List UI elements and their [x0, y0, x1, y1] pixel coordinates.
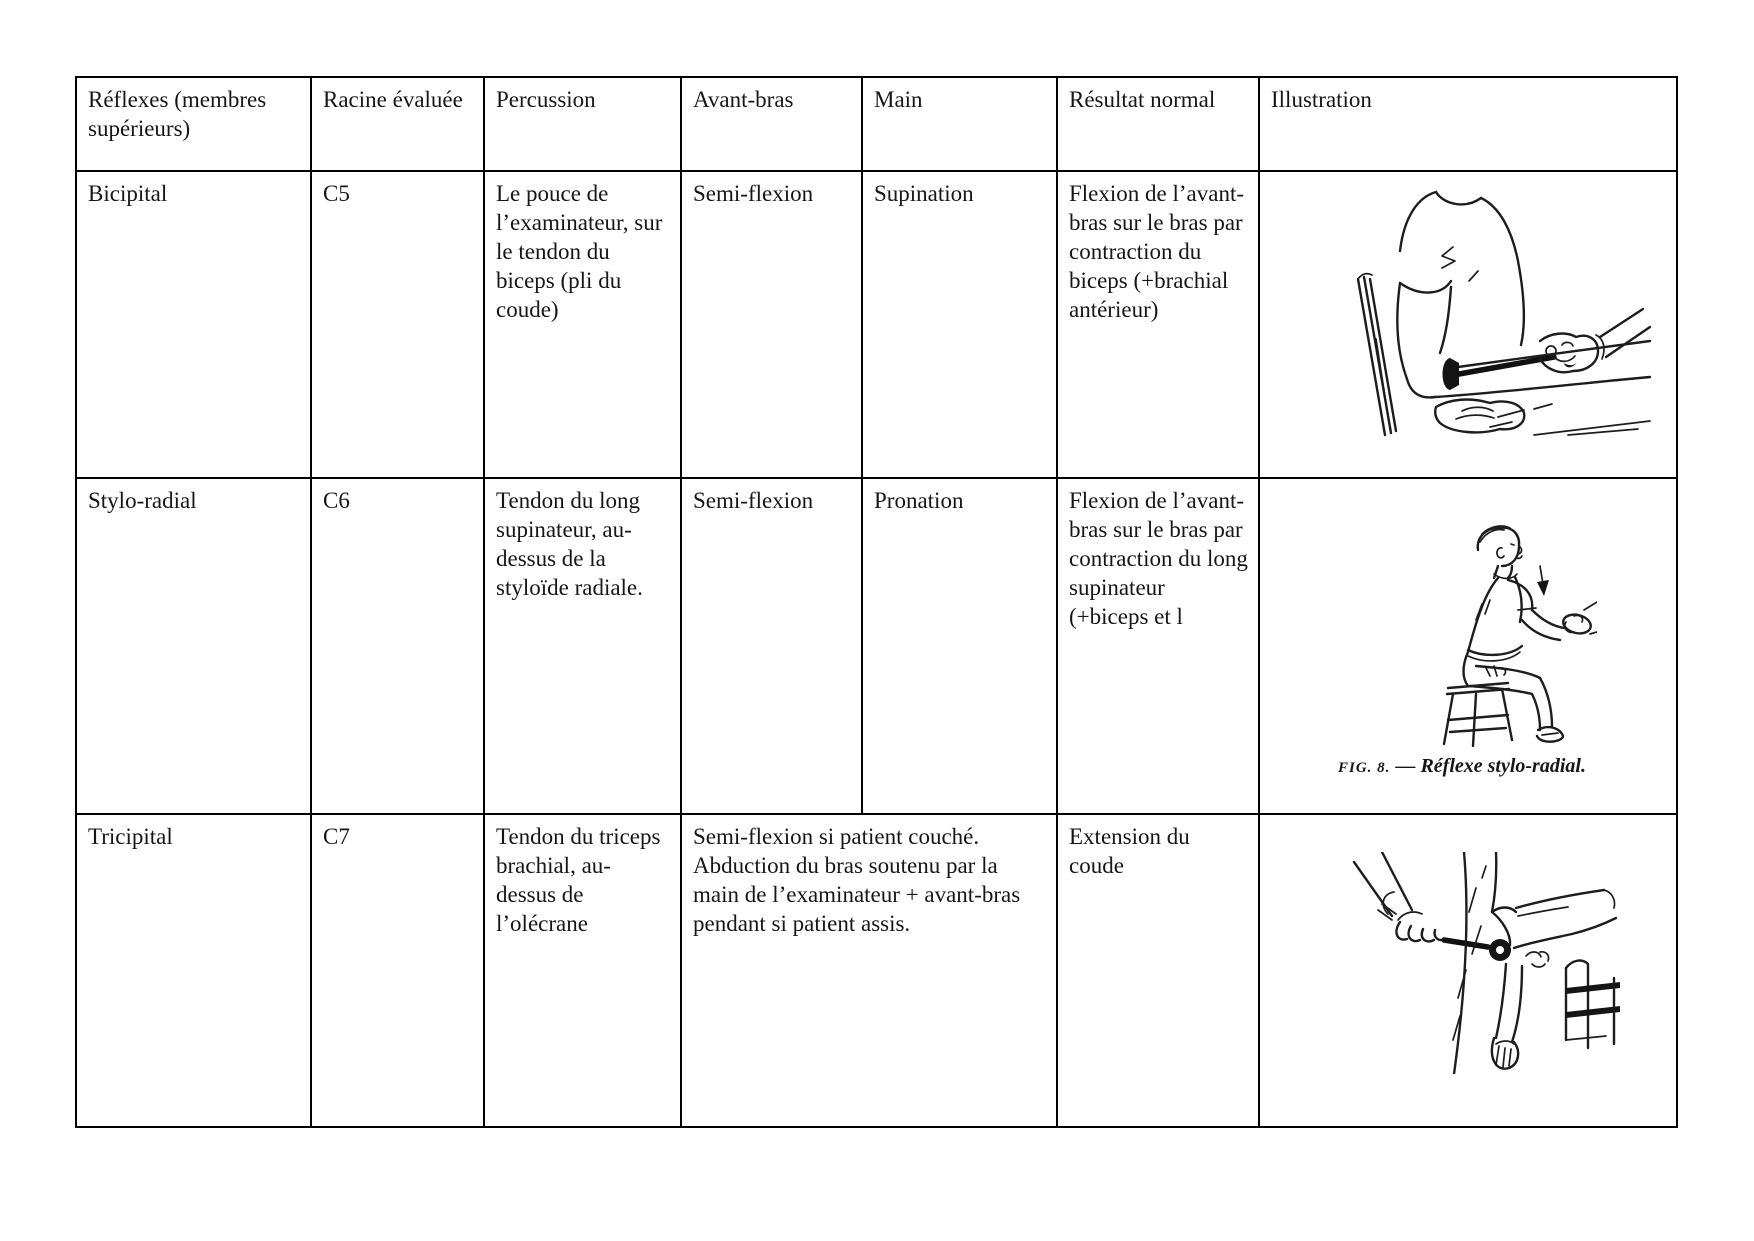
cell-main: Supination [862, 171, 1057, 478]
cell-percussion: Tendon du long supinateur, au-dessus de la styloïde radiale. [484, 478, 681, 814]
reflex-table [75, 76, 1678, 1128]
cell-main: Pronation [862, 478, 1057, 814]
stylo-radial-illustration [1390, 522, 1597, 747]
col-header-main: Main [862, 77, 1057, 171]
table-header-row [76, 77, 1677, 171]
cell-resultat: Flexion de l’avant-bras sur le bras par contraction du biceps (+brachial antérieur) [1057, 171, 1259, 478]
figure-caption [1338, 750, 1676, 783]
figure-caption-title: — Réflexe stylo-radial. [1390, 755, 1586, 777]
col-header-resultat-normal: Résultat normal [1057, 77, 1259, 171]
tricipital-reflex-drawing-icon [1348, 852, 1626, 1074]
table-row-stylo-radial [76, 478, 1677, 814]
tricipital-illustration [1348, 852, 1626, 1074]
col-header-illustration: Illustration [1259, 77, 1677, 171]
stylo-radial-reflex-drawing-icon [1390, 522, 1597, 747]
cell-illustration [1259, 478, 1677, 814]
table-row-tricipital [76, 814, 1677, 1127]
cell-illustration [1259, 814, 1677, 1127]
bicipital-reflex-drawing-icon [1338, 187, 1652, 437]
figure-caption-label: FIG. 8. [1338, 760, 1391, 776]
cell-avant-bras: Semi-flexion [681, 171, 862, 478]
cell-illustration [1259, 171, 1677, 478]
cell-racine: C6 [311, 478, 484, 814]
bicipital-illustration [1338, 187, 1652, 437]
cell-avant-bras-main-merged: Semi-flexion si patient couché. Abduction du bras soutenu par la main de l’examinateur + avant-bras pendant si patient assis. [681, 814, 1057, 1127]
cell-avant-bras: Semi-flexion [681, 478, 862, 814]
cell-racine: C7 [311, 814, 484, 1127]
cell-resultat: Extension du coude [1057, 814, 1259, 1127]
col-header-avant-bras: Avant-bras [681, 77, 862, 171]
cell-racine: C5 [311, 171, 484, 478]
cell-reflex-name: Tricipital [76, 814, 311, 1127]
col-header-racine: Racine évaluée [311, 77, 484, 171]
col-header-percussion: Percussion [484, 77, 681, 171]
cell-reflex-name: Stylo-radial [76, 478, 311, 814]
table-row-bicipital [76, 171, 1677, 478]
cell-percussion: Le pouce de l’examinateur, sur le tendon du biceps (pli du coude) [484, 171, 681, 478]
col-header-reflexes: Réflexes (membres supérieurs) [76, 77, 311, 171]
cell-percussion: Tendon du triceps brachial, au-dessus de l’olécrane [484, 814, 681, 1127]
cell-resultat: Flexion de l’avant-bras sur le bras par contraction du long supinateur (+biceps et l [1057, 478, 1259, 814]
cell-reflex-name: Bicipital [76, 171, 311, 478]
